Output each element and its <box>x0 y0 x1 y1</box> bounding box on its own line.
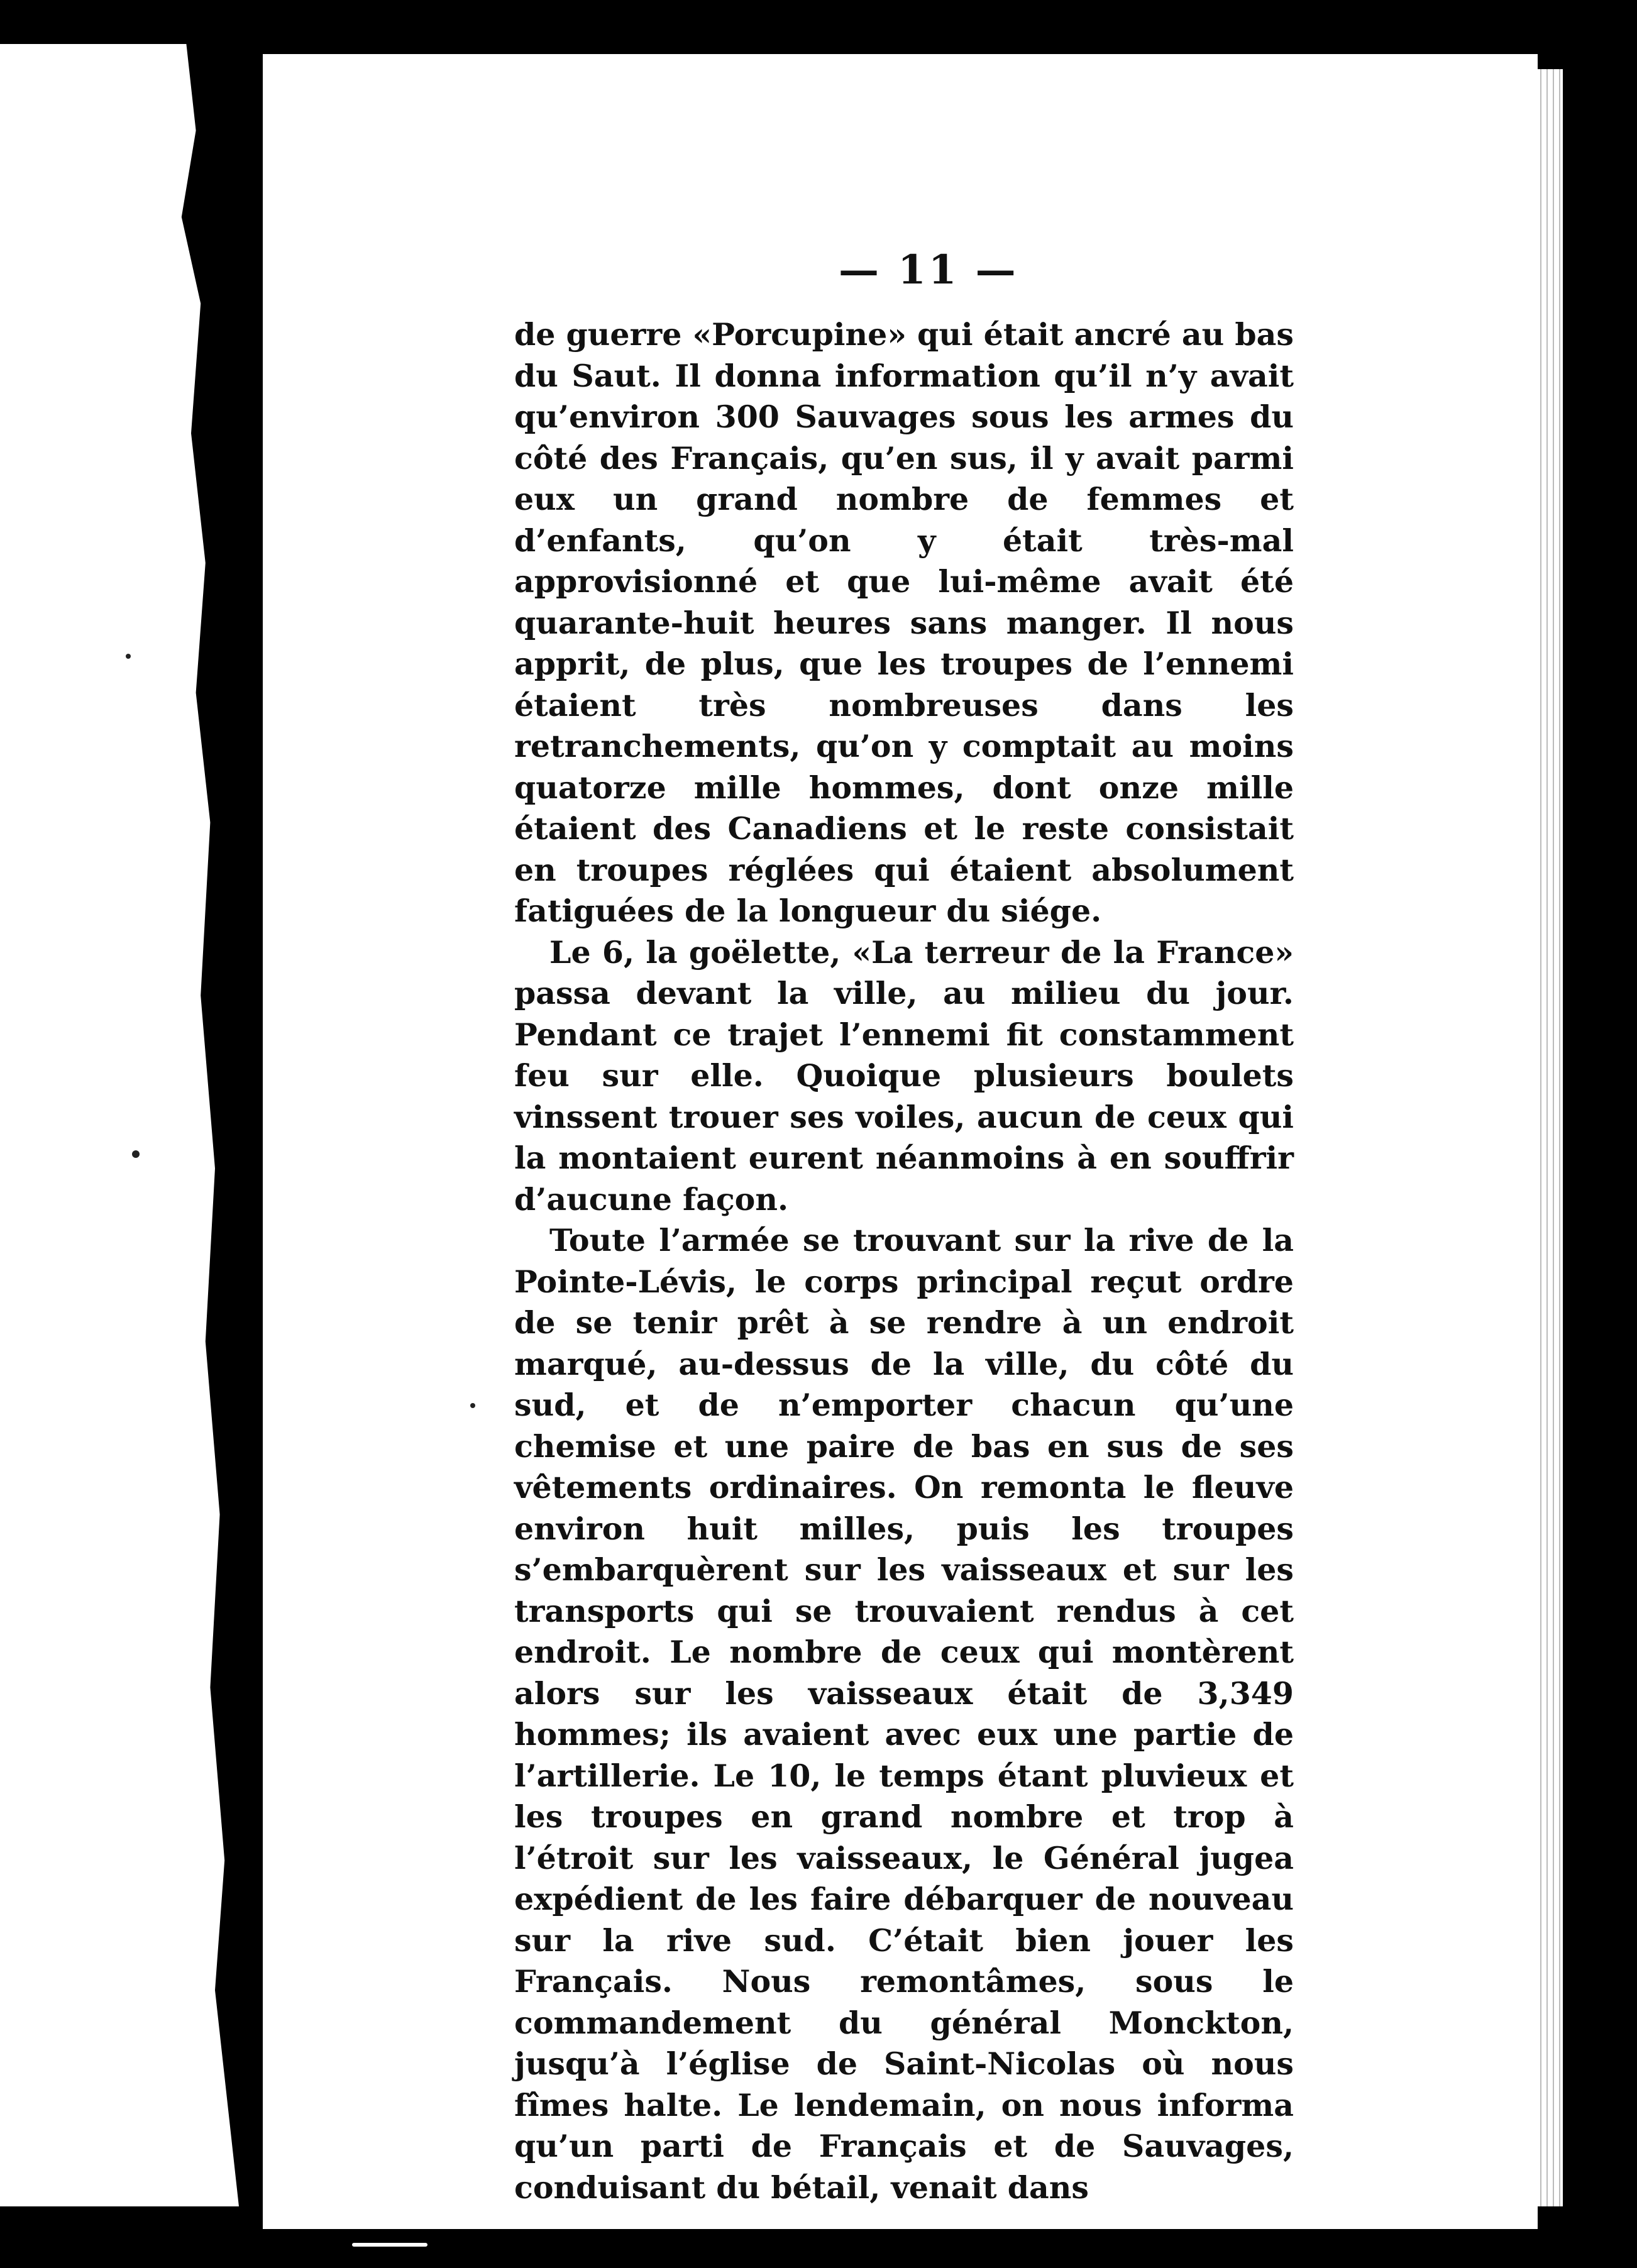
paragraph-3: Toute l’armée se trouvant sur la rive de la Pointe-Lévis, le corps principal reçut ordre de se tenir prêt à se rendre à un endroit marqué, au-dessus de la ville, du côté du sud, et de n’emporter chacun qu’une chemise et une paire de bas en sus de ses vêtements ordinaires. On remonta le fleuve environ huit milles, puis les troupes s’embarquèrent sur les vaisseaux et sur les transports qui se trouvaient rendus à cet endroit. Le nombre de ceux qui montèrent alors sur les vaisseaux était de 3,349 hommes; ils avaient avec eux une partie de l’artillerie. Le 10, le temps étant pluvieux et les troupes en grand nombre et trop à l’étroit sur les vaisseaux, le Général jugea expédient de les faire débarquer de nouveau sur la rive sud. C’était bien jouer les Français. Nous remontâmes, sous le commandement du général Monckton, jusqu’à l’église de Saint-Nicolas où nous fîmes halte. Le lendemain, on nous informa qu’un parti de Français et de Sauvages, conduisant du bétail, venait dans <box>514 1222 1294 2206</box>
paragraph-1: de guerre «Porcupine» qui était ancré au bas du Saut. Il donna information qu’il n’y avait qu’environ 300 Sauvages sous les armes du côté des Français, qu’en sus, il y avait parmi eux un grand nombre de femmes et d’enfants, qu’on y était très-mal approvisionné et que lui-même avait été quarante-huit heures sans manger. Il nous apprit, de plus, que les troupes de l’ennemi étaient très nombreuses dans les retranchements, qu’on y comptait au moins quatorze mille hommes, dont onze mille étaient des Canadiens et le reste consistait en troupes réglées qui étaient absolument fatiguées de la longueur du siége. <box>514 316 1294 929</box>
page-number: — 11 — <box>839 246 1018 294</box>
facing-page-edge <box>0 44 239 2206</box>
paragraph-2 <box>514 932 1294 1221</box>
scan-speck <box>470 1403 475 1408</box>
scan-artifact <box>352 2243 427 2247</box>
book-gutter <box>253 54 263 2229</box>
scan-speck <box>126 654 131 659</box>
page-body-text <box>514 314 1294 2208</box>
paragraph-2-text: Le 6, la goëlette, «La terreur de la France» passa devant la ville, au milieu du jour. Pendant ce trajet l’ennemi fit constamment feu sur elle. Quoique plusieurs boulets vinssent trouer ses voiles, aucun de ceux qui la montaient eurent néanmoins à en souffrir d’aucune façon. <box>514 933 1294 1218</box>
scan-speck <box>132 1150 140 1158</box>
page-stack-edge <box>1538 69 1563 2206</box>
